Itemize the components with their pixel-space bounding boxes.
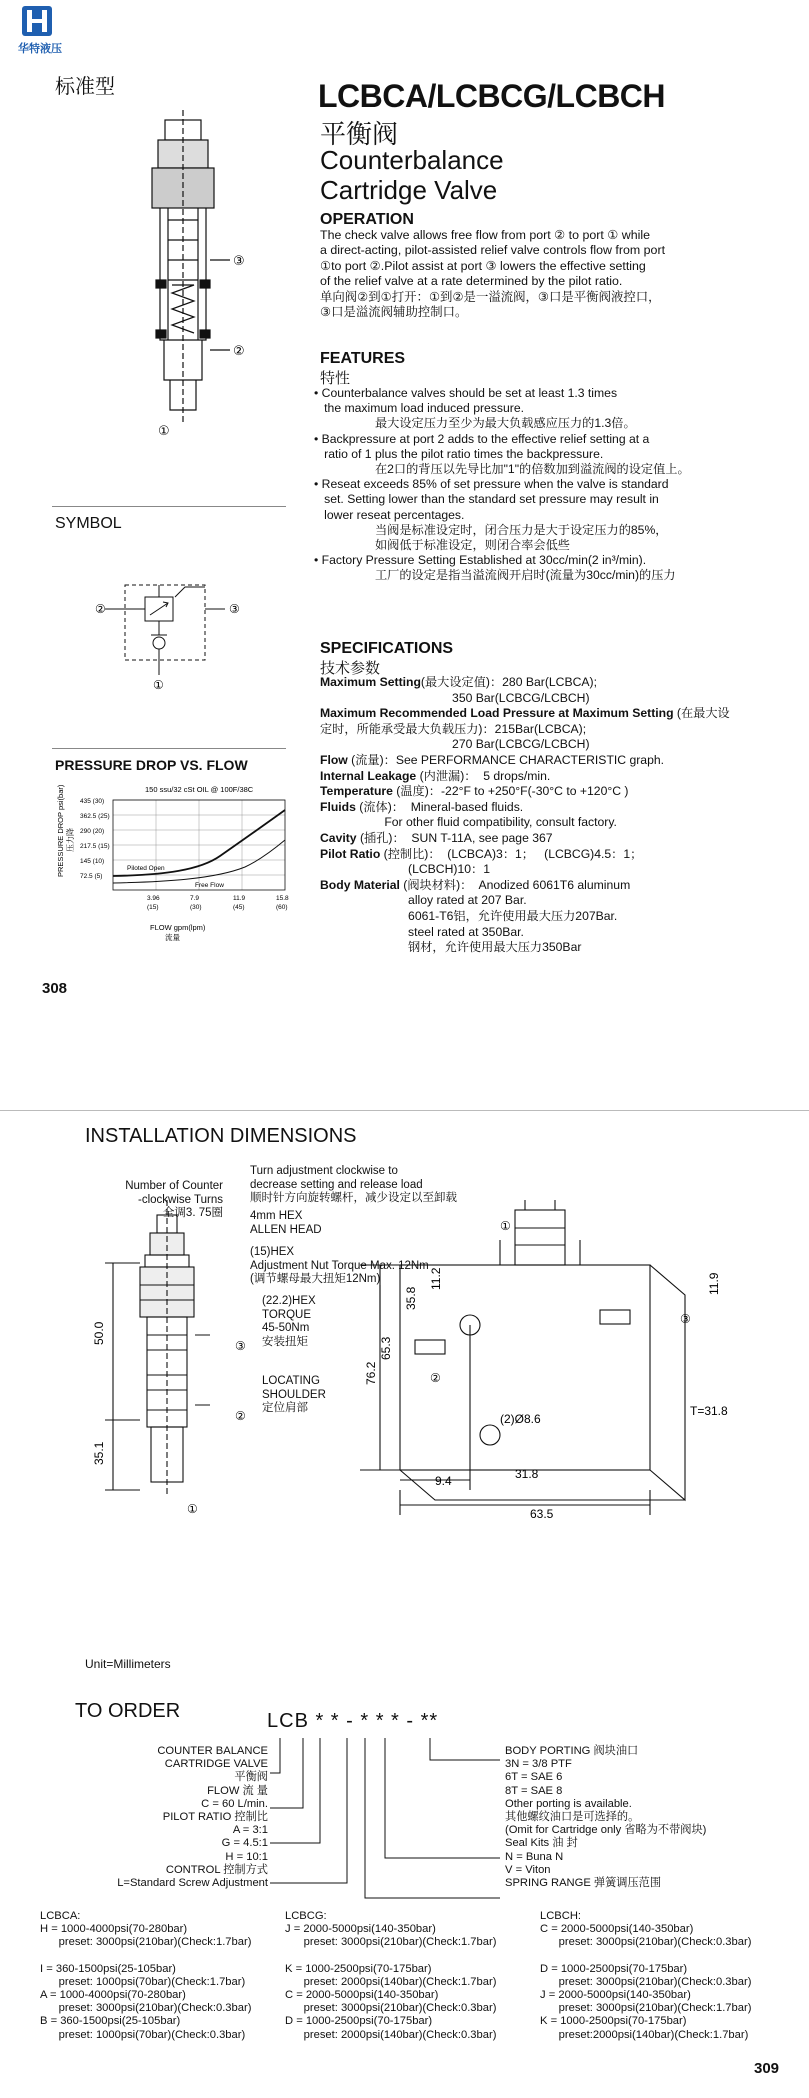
spec-row: [320, 925, 730, 941]
spring-range-line: preset: 2000psi(140bar)(Check:0.3bar): [285, 2028, 497, 2041]
dim-11-2: 11.2: [429, 1267, 443, 1290]
spec-row: [320, 784, 730, 800]
order-right-label: Seal Kits 油 封: [505, 1837, 578, 1850]
order-code: LCB * * - * * * - **: [267, 1710, 439, 1732]
block-port-2: ②: [430, 1371, 441, 1385]
order-left-label: L=Standard Screw Adjustment: [117, 1877, 268, 1890]
spec-row-value: 定时，所能承受最大负载压力)：215Bar(LCBCA);: [320, 721, 587, 736]
x-tick: (60): [276, 904, 288, 911]
chart-note: 150 ssu/32 cSt OIL @ 100F/38C: [145, 785, 254, 794]
x-tick: 7.9: [190, 895, 200, 902]
feature-line: set. Setting lower than the standard set pressure may result in: [314, 492, 659, 507]
standard-type-label: 标准型: [55, 76, 115, 98]
operation-line: ③口是溢流阀辅助控制口。: [320, 305, 468, 320]
spec-row-value: steel rated at 350Bar.: [320, 924, 524, 939]
x-tick: (30): [190, 904, 202, 911]
spec-row-value: (控制比)： (LCBCA)3：1； (LCBCG)4.5：1；: [380, 846, 643, 861]
order-code-leader-lines: [270, 1738, 500, 1903]
model-title: LCBCA/LCBCG/LCBCH: [318, 78, 666, 114]
specifications-list: [320, 675, 730, 956]
x-tick: (45): [233, 904, 245, 911]
spec-row-value: (阀块材料)： Anodized 6061T6 aluminum: [399, 877, 631, 892]
order-left-label: 平衡阀: [234, 1771, 268, 1784]
spec-row-value: 钢材，允许使用最大压力350Bar: [320, 940, 582, 955]
dim-50: 50.0: [92, 1321, 106, 1345]
order-right-label: 其他螺纹油口是可选择的。: [505, 1811, 640, 1824]
spec-row: [320, 831, 730, 847]
side-port-3: ③: [235, 1339, 246, 1353]
spec-row-value: 350 Bar(LCBCG/LCBCH): [320, 690, 590, 705]
spring-range-line: preset: 2000psi(140bar)(Check:1.7bar): [285, 1975, 497, 1988]
spec-row-value: (温度)：-22°F to +250°F(-30°C to +120°C ): [392, 784, 629, 799]
cutaway-port-1-label: ①: [158, 423, 170, 438]
spring-range-line: D = 1000-2500psi(70-175bar): [540, 1962, 688, 1975]
spec-row: [320, 847, 730, 863]
spring-range-lcbca: [40, 1910, 251, 2042]
pressure-drop-chart: [55, 782, 295, 947]
spring-range-line: J = 2000-5000psi(140-350bar): [285, 1923, 436, 1936]
feature-line: 如阀低于标准设定，则闭合率会低些: [314, 538, 570, 553]
feature-line: • Counterbalance valves should be set at least 1.3 times: [314, 386, 618, 400]
symbol-label: SYMBOL: [55, 515, 122, 532]
pressure-drop-divider: [52, 748, 286, 749]
dim-35-1: 35.1: [92, 1441, 106, 1465]
spec-row: [320, 800, 730, 816]
order-left-labels: [100, 1745, 268, 1890]
spring-range-line: preset: 3000psi(210bar)(Check:0.3bar): [540, 1936, 752, 1949]
page-number-right: 309: [754, 2060, 780, 2077]
operation-line: 单向阀②到①打开：①到②是一溢流阀，③口是平衡阀液控口，: [320, 289, 661, 304]
features-heading: FEATURES: [320, 350, 406, 367]
order-right-label: 8T = SAE 8: [505, 1784, 563, 1797]
spec-row-value: (LCBCH)10：1: [320, 862, 490, 877]
spec-row: [320, 878, 730, 894]
side-port-1: ①: [187, 1502, 198, 1516]
feature-line: • Backpressure at port 2 adds to the effective relief setting at a: [314, 431, 650, 446]
order-left-label: G = 4.5:1: [221, 1837, 268, 1850]
spec-row-value: (插孔)： SUN T-11A, see page 367: [356, 830, 553, 845]
spec-row: [320, 737, 730, 753]
spring-range-line: [540, 1950, 751, 1963]
cartridge-side-drawing: [92, 1175, 265, 1520]
dim-thickness: T=31.8: [690, 1404, 728, 1418]
spring-range-line: K = 1000-2500psi(70-175bar): [540, 2015, 687, 2028]
chart-y-axis-label-cn: 压力降: [66, 828, 75, 852]
spring-range-lcbch: [540, 1910, 751, 2042]
order-left-label: FLOW 流 量: [207, 1784, 268, 1797]
spring-range-line: C = 2000-5000psi(140-350bar): [540, 1923, 694, 1936]
spec-row: [320, 753, 730, 769]
order-right-label: 3N = 3/8 PTF: [505, 1758, 572, 1771]
y-tick: 290 (20): [80, 828, 105, 835]
spring-range-line: preset: 3000psi(210bar)(Check:0.3bar): [40, 2002, 252, 2015]
x-tick: (15): [147, 904, 159, 911]
order-left-label: H = 10:1: [225, 1850, 268, 1863]
symbol-port-3-label: ③: [229, 602, 240, 616]
spring-range-line: C = 2000-5000psi(140-350bar): [285, 1989, 439, 2002]
company-logo: [22, 6, 52, 36]
dim-hole: (2)Ø8.6: [500, 1412, 541, 1426]
side-port-2: ②: [235, 1409, 246, 1423]
operation-line: The check valve allows free flow from port ② to port ① while: [320, 228, 651, 242]
order-right-label: 6T = SAE 6: [505, 1771, 563, 1784]
y-tick: 435 (30): [80, 798, 105, 805]
feature-line: 当阀是标准设定时，闭合压力是大于设定压力的85%，: [314, 522, 668, 537]
logo-mark-icon: [22, 6, 52, 36]
order-right-label: SPRING RANGE 弹簧调压范围: [505, 1877, 662, 1890]
block-port-3: ③: [680, 1312, 691, 1326]
spec-row-key: Body Material: [320, 877, 400, 892]
features-list: [314, 386, 690, 584]
dim-65-3: 65.3: [379, 1336, 393, 1360]
order-left-label: COUNTER BALANCE: [157, 1745, 268, 1757]
pressure-drop-title: PRESSURE DROP VS. FLOW: [55, 757, 248, 773]
x-tick: 15.8: [276, 895, 289, 902]
spring-range-line: preset: 1000psi(70bar)(Check:1.7bar): [40, 1975, 246, 1988]
spec-row-value: alloy rated at 207 Bar.: [320, 893, 527, 908]
spring-range-line: preset: 3000psi(210bar)(Check:0.3bar): [285, 2002, 497, 2015]
operation-line: ①to port ②.Pilot assist at port ③ lowers the effective setting: [320, 258, 646, 273]
spec-row: [320, 893, 730, 909]
spec-row-key: Flow: [320, 752, 348, 767]
x-tick: 11.9: [233, 895, 246, 902]
dim-31-8: 31.8: [515, 1467, 539, 1481]
order-left-label: PILOT RATIO 控制比: [162, 1811, 268, 1824]
order-right-labels: [505, 1745, 706, 1890]
spec-row-key: Maximum Recommended Load Pressure at Maximum Setting: [320, 706, 674, 721]
locating-shoulder-note: LOCATING SHOULDER 定位肩部: [262, 1375, 326, 1414]
spec-row: [320, 862, 730, 878]
hydraulic-symbol-diagram: [95, 575, 255, 695]
spec-row-value: (流体)： Mineral-based fluids.: [355, 799, 524, 814]
spring-range-line: B = 360-1500psi(25-105bar): [40, 2015, 181, 2028]
order-right-label: BODY PORTING 阀块油口: [505, 1745, 639, 1757]
valve-cutaway-drawing: [120, 110, 270, 440]
spring-range-line: LCBCH:: [540, 1910, 582, 1922]
spec-row-key: Fluids: [320, 799, 356, 814]
symbol-port-1-label: ①: [153, 678, 164, 692]
chart-x-axis-label-cn: 流量: [165, 933, 180, 942]
spring-range-line: preset: 1000psi(70bar)(Check:0.3bar): [40, 2028, 246, 2041]
logo-text: 华特液压: [18, 43, 62, 55]
spring-range-line: [40, 1950, 251, 1963]
spec-row: [320, 815, 730, 831]
spec-row: [320, 940, 730, 956]
turn-adjust-note: Turn adjustment clockwise to decrease setting and release load 顺时针方向旋转螺杆，减少设定以至卸载: [250, 1165, 457, 1204]
feature-line: • Factory Pressure Setting Established at 30cc/min(2 in³/min).: [314, 553, 647, 568]
title-en: Counterbalance Cartridge Valve: [320, 145, 504, 205]
symbol-divider: [52, 506, 286, 507]
spec-row-key: Cavity: [320, 830, 357, 845]
hex-22-note: (22.2)HEX TORQUE 45-50Nm 安装扭矩: [262, 1295, 316, 1348]
order-left-label: CARTRIDGE VALVE: [164, 1758, 268, 1771]
title-cn: 平衡阀: [320, 119, 399, 149]
order-left-label: A = 3:1: [232, 1824, 268, 1837]
page-number-left: 308: [42, 980, 68, 997]
y-tick: 72.5 (5): [80, 873, 103, 880]
turns-label: Number of Counter -clockwise Turns 全调3. 75圈: [125, 1180, 223, 1219]
spec-row-value: (在最大设: [673, 706, 730, 721]
spring-range-line: LCBCA:: [40, 1910, 81, 1922]
spring-range-line: preset: 3000psi(210bar)(Check:1.7bar): [40, 1936, 252, 1949]
symbol-port-2-label: ②: [95, 602, 106, 616]
spring-range-lcbcg: [285, 1910, 496, 2042]
spec-row-value: 270 Bar(LCBCG/LCBCH): [320, 737, 590, 752]
x-tick: 3.96: [147, 895, 160, 902]
spec-row-key: Maximum Setting: [320, 675, 421, 689]
spring-range-line: preset: 3000psi(210bar)(Check:1.7bar): [540, 2002, 752, 2015]
cutaway-port-2-label: ②: [233, 343, 245, 358]
dim-63-5: 63.5: [530, 1507, 554, 1521]
cutaway-port-3-label: ③: [233, 253, 245, 268]
spec-row: [320, 706, 730, 722]
feature-line: 工厂的设定是指当溢流阀开启时(流量为30cc/min)的压力: [314, 568, 676, 583]
order-right-label: V = Viton: [505, 1863, 551, 1876]
spec-row: [320, 909, 730, 925]
chart-y-axis-label: PRESSURE DROP psi(bar): [56, 784, 65, 877]
spec-row-value: (内泄漏)： 5 drops/min.: [416, 768, 551, 783]
feature-line: • Reseat exceeds 85% of set pressure when the valve is standard: [314, 477, 669, 492]
hex-4mm-note: 4mm HEX ALLEN HEAD: [250, 1210, 322, 1236]
chart-x-axis-label: FLOW gpm(lpm): [150, 923, 206, 932]
manifold-block-drawing: [320, 1200, 740, 1520]
feature-line: ratio of 1 plus the pilot ratio times the backpressure.: [314, 446, 604, 461]
order-right-label: N = Buna N: [505, 1850, 564, 1863]
spring-range-line: preset: 3000psi(210bar)(Check:1.7bar): [285, 1936, 497, 1949]
spec-row: [320, 691, 730, 707]
spec-row: [320, 769, 730, 785]
spring-range-line: A = 1000-4000psi(70-280bar): [40, 1989, 186, 2002]
feature-line: the maximum load induced pressure.: [314, 401, 524, 416]
y-tick: 145 (10): [80, 858, 105, 865]
feature-line: 最大设定压力至少为最大负载感应压力的1.3倍。: [314, 416, 636, 431]
spring-range-line: preset: 3000psi(210bar)(Check:0.3bar): [540, 1975, 752, 1988]
feature-line: 在2口的背压以先导比加"1"的倍数加到溢流阀的设定值上。: [314, 462, 690, 477]
spec-row: [320, 675, 730, 691]
dim-76-2: 76.2: [364, 1361, 378, 1385]
operation-text: [320, 228, 665, 320]
spec-row: [320, 722, 730, 738]
operation-line: a direct-acting, pilot-assisted relief valve controls flow from port: [320, 243, 666, 258]
page-break-rule: [0, 1110, 809, 1111]
specifications-heading: SPECIFICATIONS: [320, 640, 454, 657]
order-left-label: CONTROL 控制方式: [165, 1863, 268, 1876]
spec-row-key: Pilot Ratio: [320, 846, 381, 861]
spring-range-line: J = 2000-5000psi(140-350bar): [540, 1989, 691, 2002]
spec-row-value: For other fluid compatibility, consult factory.: [320, 815, 617, 830]
order-left-label: C = 60 L/min.: [201, 1797, 268, 1810]
order-heading: TO ORDER: [75, 1700, 181, 1722]
spring-range-line: [285, 1950, 496, 1963]
operation-line: of the relief valve at a rate determined by the pilot ratio.: [320, 274, 623, 289]
operation-heading: OPERATION: [320, 211, 414, 228]
series-label-piloted-open: Piloted Open: [127, 865, 165, 872]
spec-row-key: Internal Leakage: [320, 768, 417, 783]
order-right-label: Other porting is available.: [505, 1797, 632, 1810]
spec-row-key: Temperature: [320, 784, 393, 799]
spec-row-value: (最大设定值)：280 Bar(LCBCA);: [420, 675, 597, 689]
block-port-1: ①: [500, 1219, 511, 1233]
dim-35-8: 35.8: [404, 1286, 418, 1310]
specifications-heading-cn: 技术参数: [320, 660, 381, 677]
spring-range-line: D = 1000-2500psi(70-175bar): [285, 2015, 433, 2028]
y-tick: 362.5 (25): [80, 813, 110, 820]
spring-range-line: H = 1000-4000psi(70-280bar): [40, 1923, 188, 1936]
dim-11-9: 11.9: [707, 1272, 721, 1295]
feature-line: lower reseat percentages.: [314, 507, 465, 522]
spec-row-value: (流量)：See PERFORMANCE CHARACTERISTIC graph.: [347, 752, 665, 767]
unit-note: Unit=Millimeters: [85, 1657, 171, 1671]
dim-9-4: 9.4: [435, 1474, 452, 1488]
hex-15-note: (15)HEX Adjustment Nut Torque Max. 12Nm (调节螺母最大扭矩12Nm): [250, 1246, 429, 1285]
series-label-free-flow: Free Flow: [195, 882, 224, 889]
spring-range-line: preset:2000psi(140bar)(Check:1.7bar): [540, 2028, 749, 2041]
spring-range-line: K = 1000-2500psi(70-175bar): [285, 1962, 432, 1975]
order-right-label: (Omit for Cartridge only 省略为不带阀块): [505, 1824, 707, 1837]
features-heading-cn: 特性: [320, 370, 351, 387]
y-tick: 217.5 (15): [80, 843, 110, 850]
installation-heading: INSTALLATION DIMENSIONS: [85, 1125, 357, 1147]
spec-row-value: 6061-T6铝，允许使用最大压力207Bar.: [320, 908, 618, 923]
spring-range-line: LCBCG:: [285, 1910, 327, 1922]
spring-range-line: I = 360-1500psi(25-105bar): [40, 1962, 176, 1975]
